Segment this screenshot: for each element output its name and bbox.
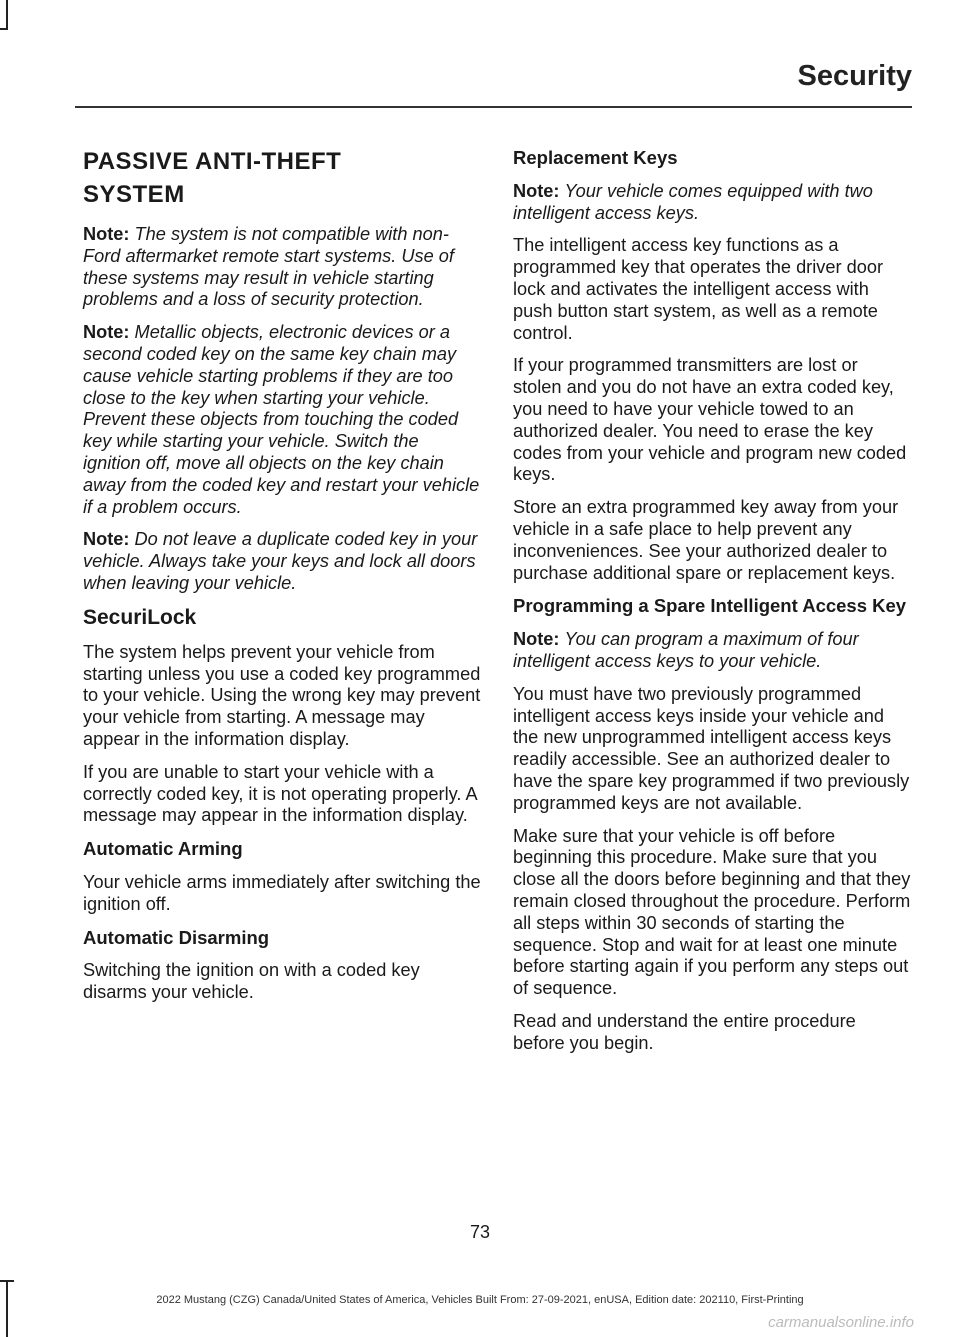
note-label: Note: — [83, 529, 130, 550]
note-two-keys — [513, 181, 911, 225]
right-column — [513, 145, 911, 1065]
replacement-paragraph-3: Store an extra programmed key away from your vehicle in a safe place to help prevent any inconveniences. See your authorized dealer to purchase additional spare or replacement keys. — [513, 497, 899, 583]
note-duplicate-key — [83, 529, 481, 594]
automatic-arming-text: Your vehicle arms immediately after switching the ignition off. — [83, 871, 481, 914]
note-label: Note: — [83, 322, 130, 343]
automatic-disarming-text: Switching the ignition on with a coded key disarms your vehicle. — [83, 960, 420, 1003]
replacement-keys-heading: Replacement Keys — [513, 147, 678, 168]
programming-paragraph-1: You must have two previously programmed intelligent access keys inside your vehicle and the new unprogrammed intelligent access keys readily accessible. See an authorized dealer to have the spare key programmed if two previously programmed keys are not available. — [513, 683, 910, 813]
programming-paragraph-3: Read and understand the entire procedure before you begin. — [513, 1010, 856, 1053]
note-label: Note: — [83, 224, 130, 244]
note-text: You can program a maximum of four intelligent access keys to your vehicle. — [513, 629, 859, 671]
page-heading — [83, 145, 481, 211]
header-divider — [75, 106, 912, 108]
note-text: Do not leave a duplicate coded key in your vehicle. Always take your keys and lock all doors when leaving your vehicle. — [83, 529, 478, 593]
note-text: Metallic objects, electronic devices or a second coded key on the same key chain may cause vehicle starting problems if they are too close to the key when starting your vehicle. Prevent these objects from touching the coded key while starting your vehicle. Switch the ignition off, move all objects on the key chain away from the coded key and restart your vehicle if a problem occurs. — [83, 322, 480, 517]
programming-paragraph-2: Make sure that your vehicle is off before beginning this procedure. Make sure that you close all the doors before beginning and that they remain closed throughout the procedure. Perform all steps within 30 seconds of starting the sequence. Stop and wait for at least one minute before starting again if you perform any steps out of sequence. — [513, 825, 911, 999]
watermark: carmanualsonline.info — [768, 1314, 914, 1331]
automatic-arming-heading: Automatic Arming — [83, 838, 243, 860]
crop-mark-top-left-h — [0, 28, 8, 30]
automatic-disarming-heading: Automatic Disarming — [83, 926, 270, 948]
replacement-paragraph-1: The intelligent access key functions as a programmed key that operates the driver door lock and activates the intelligent access with push button start system, as well as a remote control. — [513, 235, 884, 343]
programming-heading: Programming a Spare Intelligent Access Key — [513, 595, 907, 617]
page-heading-line1: PASSIVE ANTI-THEFT — [83, 148, 342, 175]
securilock-paragraph-2: If you are unable to start your vehicle with a correctly coded key, it is not operating properly. A message may appear in the information display. — [83, 761, 477, 826]
note-text: The system is not compatible with non-Ford aftermarket remote start systems. Use of these systems may result in vehicle starting problems and a loss of security protection. — [83, 224, 454, 310]
note-max-keys — [513, 629, 911, 673]
note-label: Note: — [513, 180, 560, 201]
note-compatibility — [83, 224, 481, 311]
note-text: Your vehicle comes equipped with two intelligent access keys. — [513, 180, 873, 223]
crop-mark-top-left-v — [6, 0, 8, 30]
replacement-paragraph-2: If your programmed transmitters are lost or stolen and you do not have an extra coded key, you need to have your vehicle towed to an authorized dealer. You need to erase the key codes from your vehicle and program new coded keys. — [513, 355, 907, 485]
section-title: Security — [797, 60, 912, 92]
crop-mark-bottom-left-h — [0, 1280, 14, 1282]
note-label: Note: — [513, 629, 560, 650]
securilock-paragraph-1: The system helps prevent your vehicle from starting unless you use a coded key programmed to your vehicle. Using the wrong key may prevent your vehicle from starting. A message may appear in the information display. — [83, 641, 481, 749]
securilock-heading: SecuriLock — [83, 605, 197, 629]
footer-edition-info: 2022 Mustang (CZG) Canada/United States of America, Vehicles Built From: 27-09-2021, enUSA, Edition date: 202110, First-Printing — [156, 1294, 804, 1306]
page-heading-line2: SYSTEM — [83, 181, 185, 208]
left-column — [83, 145, 481, 1015]
page-number: 73 — [469, 1222, 491, 1242]
crop-mark-bottom-left-v — [6, 1280, 8, 1337]
note-metallic-objects — [83, 322, 481, 518]
